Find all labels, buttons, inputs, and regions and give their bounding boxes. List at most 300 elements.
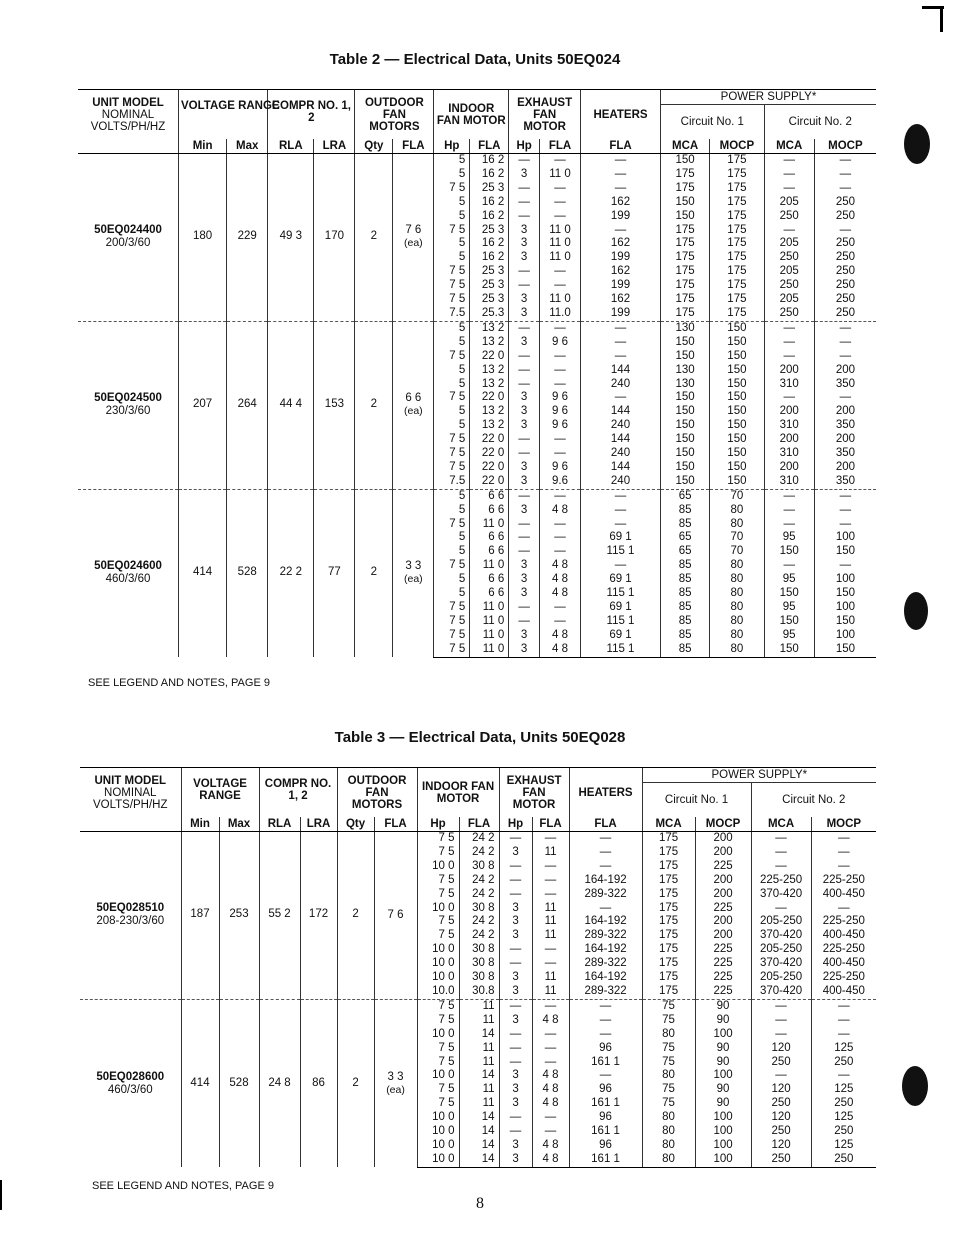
outdoor-fan-each: (ea): [404, 405, 423, 418]
c2-mca: —: [764, 504, 814, 518]
indoor-hp: 7 5: [434, 391, 470, 405]
indoor-fla: 30 8: [459, 943, 499, 957]
exhaust-fla: —: [532, 1056, 569, 1070]
c1-mocp: 80: [710, 615, 764, 629]
exhaust-hp: 3: [509, 224, 540, 238]
indoor-fla: 6 6: [470, 573, 509, 587]
c2-mocp: 250: [811, 1153, 876, 1167]
subheader-mocp: MOCP: [695, 817, 751, 832]
exhaust-fla: —: [540, 279, 581, 293]
subheader-rla: RLA: [259, 817, 300, 832]
exhaust-hp: 3: [499, 971, 532, 985]
c2-mca: 200: [764, 433, 814, 447]
heaters-fla: 164-192: [569, 874, 642, 888]
heaters-header: HEATERS: [569, 768, 642, 818]
exhaust-fla: 9.6: [540, 475, 581, 489]
exhaust-hp: —: [509, 447, 540, 461]
c2-mocp: 250: [814, 279, 876, 293]
voltage-min: 414: [181, 999, 219, 1167]
exhaust-fla: —: [540, 518, 581, 532]
c1-mocp: 70: [710, 545, 764, 559]
outdoor-fan-each: (ea): [404, 573, 423, 586]
c1-mocp: 150: [710, 336, 764, 350]
indoor-fla: 14: [459, 1111, 499, 1125]
heaters-fla: 96: [569, 1083, 642, 1097]
c2-mocp: 400-450: [811, 888, 876, 902]
indoor-hp: 7 5: [434, 293, 470, 307]
heaters-fla: —: [581, 154, 661, 168]
c2-mocp: —: [811, 1069, 876, 1083]
c2-mca: —: [764, 321, 814, 335]
heaters-fla: 144: [581, 461, 661, 475]
outdoor-fan-qty: 2: [355, 154, 393, 322]
c1-mocp: 150: [710, 350, 764, 364]
c2-mca: 310: [764, 419, 814, 433]
indoor-hp: 7 5: [417, 874, 459, 888]
indoor-hp: 5: [434, 154, 470, 168]
c1-mca: 85: [661, 559, 710, 573]
heaters-fla: —: [581, 391, 661, 405]
indoor-fla: 13 2: [470, 364, 509, 378]
c1-mca: 75: [642, 1014, 695, 1028]
c2-mocp: —: [814, 168, 876, 182]
circuit-2-header: Circuit No. 2: [751, 783, 876, 818]
c1-mocp: 100: [695, 1069, 751, 1083]
heaters-fla: 289-322: [569, 888, 642, 902]
compr-rla: 49 3: [268, 154, 314, 322]
c2-mca: 205: [764, 293, 814, 307]
exhaust-fla: —: [532, 1125, 569, 1139]
c2-mocp: —: [814, 489, 876, 503]
indoor-hp: 7 5: [417, 1097, 459, 1111]
indoor-hp: 10 0: [417, 1028, 459, 1042]
heaters-fla: —: [581, 168, 661, 182]
unit-volts: 460/3/60: [105, 573, 151, 586]
c2-mca: 250: [764, 210, 814, 224]
c2-mocp: 250: [814, 210, 876, 224]
voltage-max: 229: [227, 154, 268, 322]
compr-lra: 170: [314, 154, 355, 322]
indoor-hp: 7.5: [434, 475, 470, 489]
exhaust-hp: —: [509, 489, 540, 503]
unit-model: 50EQ028600: [96, 1070, 165, 1083]
indoor-fla: 11 0: [470, 559, 509, 573]
indoor-hp: 10 0: [417, 1125, 459, 1139]
compr-rla: 22 2: [268, 489, 314, 657]
c2-mocp: 225-250: [811, 971, 876, 985]
indoor-hp: 5: [434, 531, 470, 545]
c2-mocp: 200: [814, 405, 876, 419]
heaters-fla: 164-192: [569, 915, 642, 929]
c1-mca: 80: [642, 1028, 695, 1042]
exhaust-fla: 11: [532, 971, 569, 985]
c1-mca: 85: [661, 643, 710, 657]
c2-mocp: 100: [814, 629, 876, 643]
subheader-fla: FLA: [581, 139, 661, 154]
c1-mca: 150: [661, 419, 710, 433]
exhaust-hp: 3: [509, 475, 540, 489]
c2-mocp: —: [814, 518, 876, 532]
heaters-fla: 162: [581, 293, 661, 307]
subheader-fla: FLA: [532, 817, 569, 832]
legend-note: SEE LEGEND AND NOTES, PAGE 9: [92, 1180, 274, 1192]
exhaust-fla: 11: [532, 902, 569, 916]
heaters-fla: 164-192: [569, 971, 642, 985]
subheader-hp: Hp: [417, 817, 459, 832]
c1-mca: 130: [661, 321, 710, 335]
c1-mocp: 200: [695, 832, 751, 846]
heaters-fla: 240: [581, 475, 661, 489]
table-title: Table 2 — Electrical Data, Units 50EQ024: [329, 51, 621, 68]
c1-mca: 85: [661, 601, 710, 615]
indoor-hp: 10 0: [417, 1153, 459, 1167]
power-supply-header: POWER SUPPLY*: [642, 768, 876, 783]
c2-mca: —: [764, 489, 814, 503]
c2-mca: —: [764, 336, 814, 350]
indoor-fla: 14: [459, 1069, 499, 1083]
c2-mocp: 150: [814, 615, 876, 629]
subheader-rla: RLA: [268, 139, 314, 154]
c2-mca: 250: [764, 279, 814, 293]
heaters-fla: —: [581, 504, 661, 518]
exhaust-fla: —: [532, 999, 569, 1013]
c1-mca: 150: [661, 210, 710, 224]
c2-mocp: —: [814, 336, 876, 350]
heaters-fla: 115 1: [581, 643, 661, 657]
heaters-fla: 69 1: [581, 601, 661, 615]
c1-mocp: 225: [695, 860, 751, 874]
c1-mca: 150: [661, 154, 710, 168]
unit-model-cell: [80, 999, 181, 1167]
indoor-hp: 7 5: [417, 915, 459, 929]
c2-mocp: 250: [811, 1056, 876, 1070]
c2-mocp: —: [814, 224, 876, 238]
table-row: [80, 999, 876, 1013]
c2-mocp: —: [811, 846, 876, 860]
exhaust-hp: —: [509, 545, 540, 559]
c1-mca: 150: [661, 350, 710, 364]
c2-mca: —: [764, 182, 814, 196]
voltage-range-header: VOLTAGE RANGE: [181, 768, 259, 818]
outdoor-fan-each: (ea): [386, 1083, 405, 1096]
c2-mocp: —: [814, 559, 876, 573]
c1-mocp: 200: [695, 846, 751, 860]
exhaust-hp: 3: [499, 846, 532, 860]
indoor-fla: 22 0: [470, 391, 509, 405]
voltage-min: 180: [179, 154, 227, 322]
indoor-hp: 7 5: [434, 615, 470, 629]
c1-mocp: 175: [710, 307, 764, 321]
subheader-qty: Qty: [355, 139, 393, 154]
exhaust-hp: 3: [509, 251, 540, 265]
heaters-fla: —: [569, 1069, 642, 1083]
exhaust-fla: 9 6: [540, 405, 581, 419]
indoor-hp: 7 5: [434, 518, 470, 532]
indoor-fla: 30 8: [459, 902, 499, 916]
c1-mocp: 90: [695, 1097, 751, 1111]
c1-mocp: 100: [695, 1153, 751, 1167]
exhaust-fla: 11.0: [540, 307, 581, 321]
c2-mca: 370-420: [751, 888, 811, 902]
c2-mocp: 100: [814, 531, 876, 545]
exhaust-fla: —: [540, 531, 581, 545]
c1-mca: 80: [642, 1153, 695, 1167]
exhaust-fla: —: [540, 433, 581, 447]
c2-mca: 250: [751, 1153, 811, 1167]
indoor-fla: 30 8: [459, 971, 499, 985]
c1-mocp: 100: [695, 1125, 751, 1139]
heaters-fla: 199: [581, 210, 661, 224]
c1-mocp: 80: [710, 559, 764, 573]
indoor-hp: 7 5: [417, 832, 459, 846]
c2-mca: 95: [764, 573, 814, 587]
indoor-hp: 7 5: [434, 350, 470, 364]
heaters-fla: 289-322: [569, 929, 642, 943]
subheader-fla: FLA: [374, 817, 417, 832]
heaters-fla: —: [569, 1014, 642, 1028]
exhaust-fla: —: [540, 447, 581, 461]
exhaust-fla: —: [540, 265, 581, 279]
subheader-min: Min: [179, 139, 227, 154]
table-row: [80, 832, 876, 846]
compr-rla: 55 2: [259, 832, 300, 1000]
heaters-fla: 144: [581, 433, 661, 447]
heaters-fla: 115 1: [581, 545, 661, 559]
indoor-fla: 16 2: [470, 196, 509, 210]
heaters-fla: 161 1: [569, 1056, 642, 1070]
c2-mca: 205-250: [751, 971, 811, 985]
indoor-hp: 5: [434, 573, 470, 587]
unit-model: 50EQ024400: [94, 224, 162, 237]
c2-mca: —: [751, 846, 811, 860]
unit-volts: 230/3/60: [105, 405, 151, 418]
indoor-fan-header: INDOOR FAN MOTOR: [434, 90, 509, 140]
indoor-fla: 6 6: [470, 489, 509, 503]
outdoor-fan-fla: 3 3: [405, 560, 422, 573]
c2-mocp: 225-250: [811, 874, 876, 888]
compr-rla: 44 4: [268, 321, 314, 489]
exhaust-fla: 4 8: [532, 1083, 569, 1097]
circuit-1-header: Circuit No. 1: [642, 783, 751, 818]
indoor-fla: 16 2: [470, 168, 509, 182]
table-row: [78, 489, 876, 503]
c1-mocp: 80: [710, 573, 764, 587]
indoor-fla: 14: [459, 1153, 499, 1167]
c2-mca: —: [764, 350, 814, 364]
c1-mca: 85: [661, 504, 710, 518]
indoor-hp: 10 0: [417, 957, 459, 971]
c1-mca: 150: [661, 336, 710, 350]
indoor-hp: 5: [434, 237, 470, 251]
c1-mocp: 90: [695, 999, 751, 1013]
exhaust-fla: 4 8: [540, 587, 581, 601]
exhaust-fla: 4 8: [532, 1153, 569, 1167]
c2-mocp: 225-250: [811, 915, 876, 929]
c2-mca: —: [764, 154, 814, 168]
subheader-fla: FLA: [569, 817, 642, 832]
table-title: Table 3 — Electrical Data, Units 50EQ028: [334, 729, 626, 746]
indoor-fla: 16 2: [470, 237, 509, 251]
heaters-fla: 161 1: [569, 1097, 642, 1111]
compr-lra: 153: [314, 321, 355, 489]
outdoor-fan-header: OUTDOOR FAN MOTORS: [337, 768, 417, 818]
indoor-hp: 7 5: [434, 279, 470, 293]
c1-mca: 150: [661, 447, 710, 461]
indoor-fla: 25 3: [470, 279, 509, 293]
exhaust-hp: —: [509, 321, 540, 335]
indoor-hp: 5: [434, 196, 470, 210]
c2-mocp: 350: [814, 419, 876, 433]
indoor-hp: 7 5: [417, 1083, 459, 1097]
c1-mocp: 175: [710, 293, 764, 307]
unit-model-header: UNIT MODEL NOMINAL VOLTS/PH/HZ: [80, 768, 181, 818]
indoor-hp: 7 5: [434, 559, 470, 573]
subheader-fla: FLA: [459, 817, 499, 832]
heaters-fla: —: [581, 518, 661, 532]
indoor-fla: 6 6: [470, 504, 509, 518]
exhaust-hp: 3: [509, 559, 540, 573]
unit-volts: 208-230/3/60: [96, 915, 165, 928]
indoor-hp: 10 0: [417, 1111, 459, 1125]
indoor-hp: 7 5: [434, 643, 470, 657]
c1-mocp: 90: [695, 1042, 751, 1056]
c1-mca: 175: [661, 182, 710, 196]
outdoor-fan-fla-cell: [393, 489, 434, 657]
subheader-mca: MCA: [751, 817, 811, 832]
exhaust-fla: —: [540, 364, 581, 378]
exhaust-fla: —: [532, 874, 569, 888]
c2-mca: 250: [751, 1056, 811, 1070]
c2-mocp: 125: [811, 1139, 876, 1153]
indoor-fla: 30.8: [459, 985, 499, 999]
c1-mca: 175: [642, 860, 695, 874]
exhaust-hp: —: [499, 888, 532, 902]
indoor-fla: 11: [459, 1056, 499, 1070]
c1-mca: 75: [642, 1042, 695, 1056]
c2-mca: 120: [751, 1139, 811, 1153]
subheader-hp: Hp: [499, 817, 532, 832]
indoor-fla: 25.3: [470, 307, 509, 321]
indoor-hp: 5: [434, 251, 470, 265]
exhaust-hp: —: [509, 265, 540, 279]
exhaust-fla: 4 8: [532, 1139, 569, 1153]
table-row: [78, 321, 876, 335]
exhaust-hp: 3: [509, 573, 540, 587]
exhaust-fla: 11: [532, 846, 569, 860]
subheader-mocp: MOCP: [811, 817, 876, 832]
exhaust-fla: 11 0: [540, 251, 581, 265]
exhaust-hp: 3: [499, 1139, 532, 1153]
heaters-fla: 199: [581, 279, 661, 293]
outdoor-fan-header: OUTDOOR FAN MOTORS: [355, 90, 434, 140]
exhaust-fla: 11 0: [540, 237, 581, 251]
indoor-hp: 7.5: [434, 307, 470, 321]
indoor-hp: 7 5: [434, 224, 470, 238]
exhaust-hp: —: [499, 957, 532, 971]
subheader-max: Max: [227, 139, 268, 154]
binding-hole: [904, 124, 930, 164]
c2-mocp: 125: [811, 1111, 876, 1125]
c2-mca: 310: [764, 447, 814, 461]
indoor-fla: 11: [459, 1097, 499, 1111]
c2-mca: 150: [764, 643, 814, 657]
c2-mocp: —: [811, 902, 876, 916]
c1-mocp: 150: [710, 321, 764, 335]
exhaust-hp: 3: [499, 902, 532, 916]
indoor-hp: 7 5: [434, 182, 470, 196]
exhaust-hp: —: [509, 182, 540, 196]
exhaust-hp: —: [499, 999, 532, 1013]
c1-mocp: 175: [710, 279, 764, 293]
c2-mca: 150: [764, 615, 814, 629]
c1-mca: 85: [661, 615, 710, 629]
power-supply-header: POWER SUPPLY*: [661, 90, 877, 105]
indoor-fla: 13 2: [470, 321, 509, 335]
table-row: [78, 154, 876, 168]
heaters-fla: 69 1: [581, 573, 661, 587]
voltage-max: 253: [219, 832, 259, 1000]
c1-mocp: 100: [695, 1111, 751, 1125]
c2-mca: 95: [764, 531, 814, 545]
indoor-hp: 7 5: [434, 447, 470, 461]
exhaust-hp: 3: [509, 504, 540, 518]
c1-mocp: 225: [695, 985, 751, 999]
c1-mca: 175: [642, 846, 695, 860]
subheader-mocp: MOCP: [814, 139, 876, 154]
c2-mocp: —: [814, 350, 876, 364]
c1-mca: 175: [661, 293, 710, 307]
unit-model: 50EQ028510: [96, 902, 165, 915]
c2-mocp: 400-450: [811, 957, 876, 971]
c1-mocp: 90: [695, 1083, 751, 1097]
indoor-fla: 6 6: [470, 545, 509, 559]
c1-mca: 175: [642, 971, 695, 985]
indoor-hp: 7 5: [434, 433, 470, 447]
exhaust-fla: 4 8: [540, 629, 581, 643]
c2-mocp: 125: [811, 1042, 876, 1056]
heaters-fla: —: [581, 489, 661, 503]
subheader-min: Min: [181, 817, 219, 832]
c1-mca: 85: [661, 518, 710, 532]
c1-mca: 175: [642, 943, 695, 957]
c1-mocp: 175: [710, 237, 764, 251]
c1-mocp: 225: [695, 943, 751, 957]
voltage-max: 528: [227, 489, 268, 657]
heaters-fla: —: [581, 336, 661, 350]
c2-mocp: 250: [814, 237, 876, 251]
indoor-hp: 5: [434, 504, 470, 518]
subheader-mocp: MOCP: [710, 139, 764, 154]
exhaust-hp: —: [499, 1125, 532, 1139]
outdoor-fan-fla-cell: [374, 832, 417, 1000]
indoor-hp: 7 5: [434, 265, 470, 279]
subheader-mca: MCA: [661, 139, 710, 154]
c2-mca: 95: [764, 629, 814, 643]
c2-mocp: 125: [811, 1083, 876, 1097]
exhaust-fla: —: [532, 1028, 569, 1042]
c1-mocp: 200: [695, 888, 751, 902]
heaters-fla: 199: [581, 251, 661, 265]
c1-mca: 65: [661, 531, 710, 545]
c2-mocp: 350: [814, 475, 876, 489]
indoor-fla: 14: [459, 1028, 499, 1042]
exhaust-fla: —: [540, 489, 581, 503]
c1-mocp: 225: [695, 971, 751, 985]
c1-mocp: 175: [710, 224, 764, 238]
indoor-hp: 5: [434, 210, 470, 224]
exhaust-hp: —: [509, 378, 540, 392]
exhaust-hp: —: [509, 210, 540, 224]
